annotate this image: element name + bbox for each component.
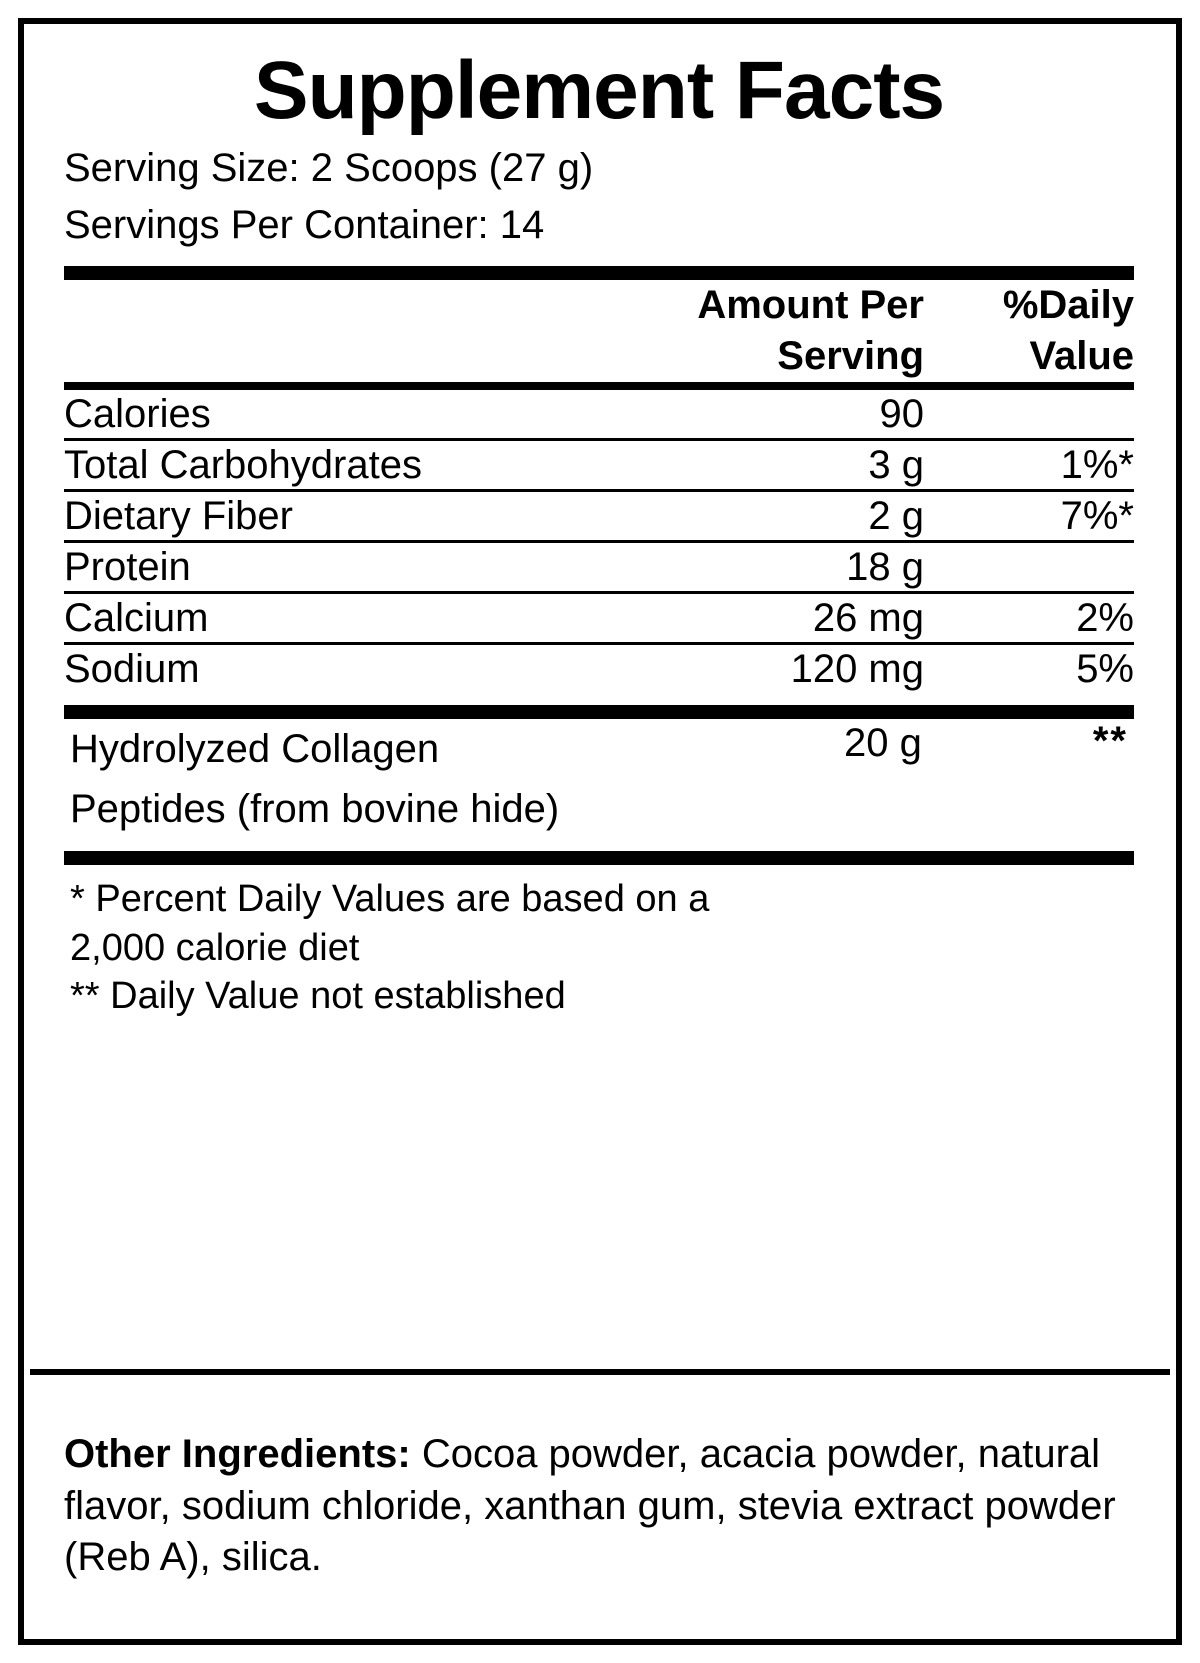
nutrient-dv: [924, 543, 1134, 591]
table-row: [64, 492, 1134, 540]
nutrient-name: Sodium: [64, 647, 200, 692]
nutrient-dv: 5%: [1076, 647, 1134, 692]
header-amount-per-serving: [584, 280, 924, 382]
nutrient-rows-table: [64, 390, 1134, 693]
nutrient-dv: 1%*: [1060, 443, 1134, 488]
nutrient-amount: 90: [879, 392, 924, 437]
header-dv-line2: Value: [1029, 333, 1134, 378]
rule-thick-top: [64, 266, 1134, 280]
nutrient-dv: 2%: [1076, 596, 1134, 641]
table-row: [64, 390, 1134, 438]
header-blank-cell: [64, 280, 584, 382]
supplement-facts-panel: [18, 18, 1182, 1645]
nutrient-amount: 120 mg: [790, 647, 924, 692]
nutrient-dv: 7%*: [1060, 494, 1134, 539]
footnote-line-2: 2,000 calorie diet: [70, 926, 360, 969]
table-row: [64, 543, 1134, 591]
footnote-line-3: ** Daily Value not established: [70, 975, 566, 1018]
proprietary-amount: 20 g: [844, 721, 922, 766]
serving-size-line: Serving Size: 2 Scoops (27 g): [64, 146, 594, 191]
proprietary-dv: **: [1092, 719, 1128, 764]
page-title: Supplement Facts: [253, 45, 945, 136]
nutrient-name: Calories: [64, 392, 211, 437]
footnotes: [64, 865, 1134, 1021]
footnote-line-1: * Percent Daily Values are based on a: [70, 878, 710, 921]
rule-above-proprietary: [64, 705, 1134, 719]
proprietary-block: [64, 719, 1134, 839]
nutrition-table: [64, 280, 1134, 382]
supplement-facts-body: [64, 45, 1134, 1021]
rule-below-proprietary: [64, 851, 1134, 865]
rule-under-header: [64, 382, 1134, 390]
table-row: [64, 441, 1134, 489]
other-ingredients-section: [30, 1369, 1170, 1633]
proprietary-name: [64, 719, 585, 839]
table-row: [64, 645, 1134, 693]
other-ingredients-label: Other Ingredients:: [64, 1432, 411, 1477]
nutrient-amount: 3 g: [868, 443, 924, 488]
nutrient-dv: [924, 390, 1134, 438]
nutrient-name: Total Carbohydrates: [64, 443, 422, 488]
other-ingredients-text: [64, 1429, 1140, 1583]
proprietary-name-line2: Peptides (from bovine hide): [70, 787, 560, 832]
nutrient-amount: 2 g: [868, 494, 924, 539]
header-amount-line1: Amount Per: [697, 282, 924, 327]
nutrient-name: Calcium: [64, 596, 209, 641]
header-dv-line1: %Daily: [1002, 282, 1134, 327]
nutrient-name: Dietary Fiber: [64, 494, 293, 539]
nutrient-amount: 18 g: [846, 545, 924, 590]
nutrient-amount: 26 mg: [812, 596, 924, 641]
table-row: [64, 594, 1134, 642]
proprietary-name-line1: Hydrolyzed Collagen: [70, 727, 440, 772]
other-ingredients-body: Cocoa powder, acacia powder, natural flavor, sodium chloride, xanthan gum, stevia extract powder (Reb A), silica.: [64, 1432, 1116, 1579]
nutrient-name: Protein: [64, 545, 191, 590]
header-daily-value: [924, 280, 1134, 382]
table-header-row: [64, 280, 1134, 382]
servings-per-container-line: Servings Per Container: 14: [64, 202, 545, 247]
header-amount-line2: Serving: [777, 333, 924, 378]
